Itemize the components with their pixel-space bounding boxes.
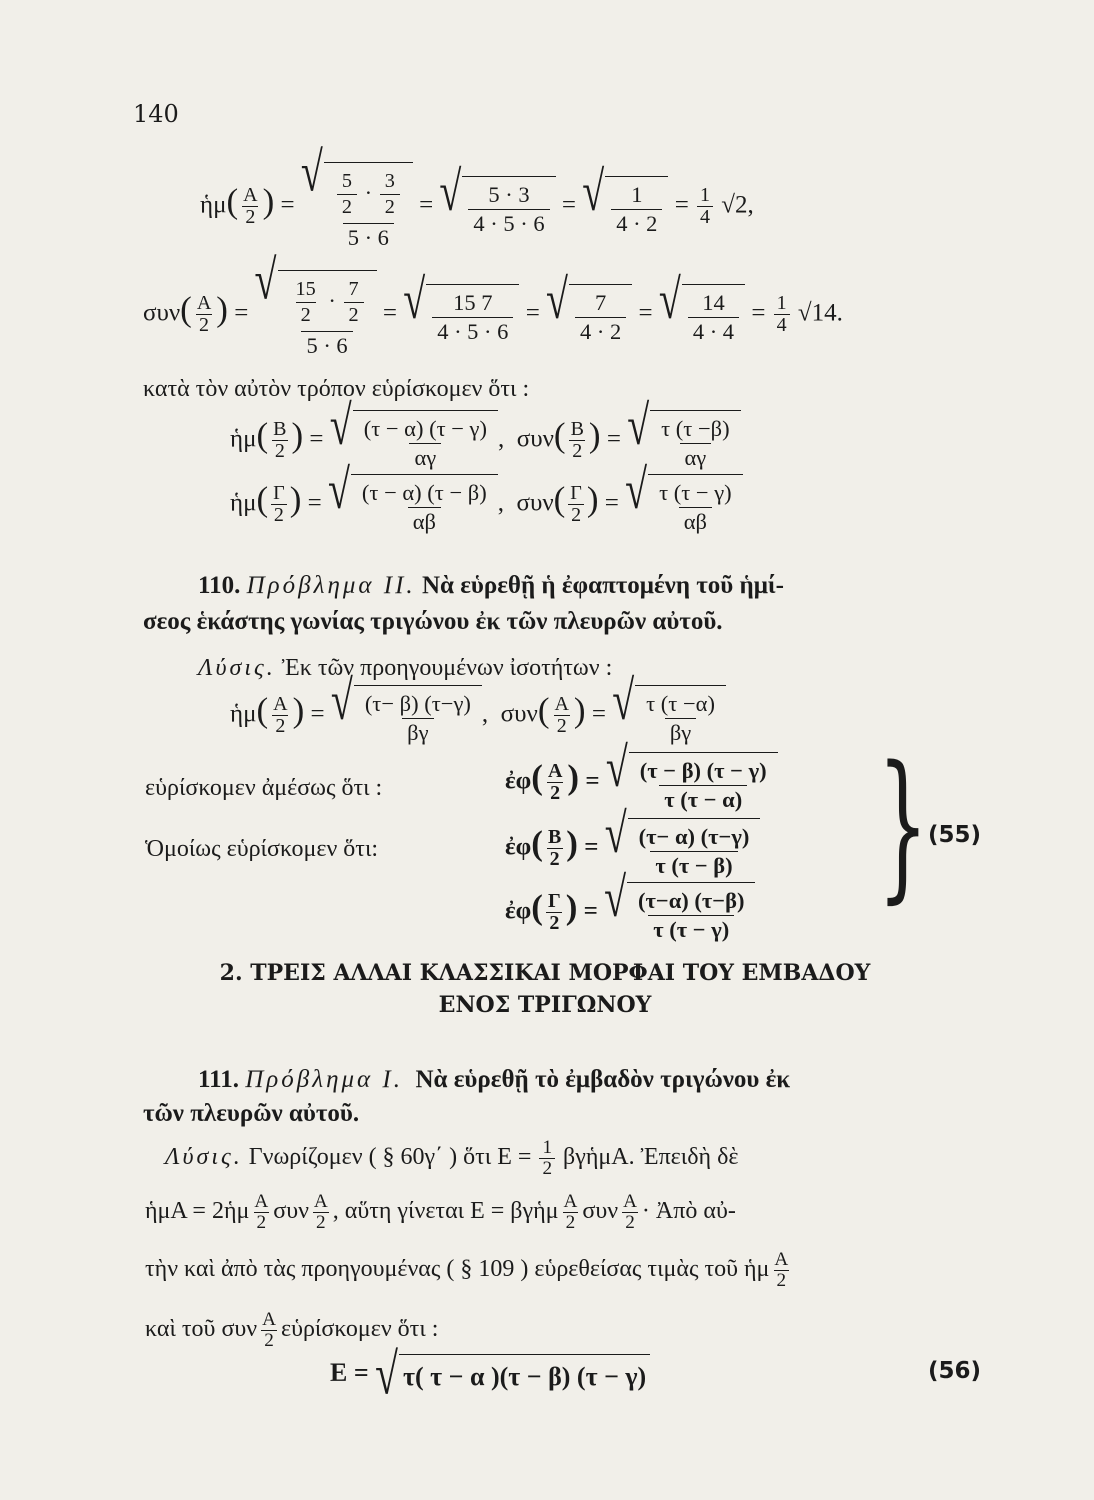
equation-heron-formula: Ε = √ τ( τ − α )(τ − β) (τ − γ) <box>330 1354 650 1396</box>
page-number: 140 <box>133 100 179 128</box>
section-heading-line2: ΕΝΟΣ ΤΡΙΓΩΝΟΥ <box>438 992 652 1018</box>
text-similarly: Ὁμοίως εὑρίσκομεν ὅτι: <box>145 836 379 862</box>
problem-111-solution-line4: καὶ τοῦ συν $\frac{A}{2}$ εὑρίσκομεν ὅτι : <box>145 1309 439 1352</box>
text-same-way: κατὰ τὸν αὐτὸν τρόπον εὑρίσκομεν ὅτι : <box>143 376 530 402</box>
problem-111-title-line1: 111. Πρόβλημα Ι. Νὰ εὑρεθῇ τὸ ἐμβαδὸν τριγώνου ἐκ <box>198 1066 791 1093</box>
equation-sin-half-a: ἡμ( $\frac{A}{2}$ ) = √ $\frac{5}{2}$ · $\frac{3}{2}$ 5 · 6 = √ $\frac{5 \cdot 3}{4 \cdot 5 \cdot 6}$ = √ $\frac{1}{4 \cdot 2}$ = $\frac{1}{4}$ √2, <box>200 139 754 250</box>
equation-number-55: (55) <box>928 822 982 848</box>
problem-110-solution-intro: Λύσις. Ἐκ τῶν προηγουμένων ἰσοτήτων : <box>198 655 613 681</box>
section-heading-line1: 2. ΤΡΕΙΣ ΑΛΛΑΙ ΚΛΑΣΣΙΚΑΙ ΜΟΡΦΑΙ ΤΟΥ ΕΜΒΑΔΟΥ <box>219 960 871 986</box>
equation-tan-half-gamma: ἐφ( $\frac{\Gamma}{2}$ ) = √ $\frac{(\tau-\alpha) (\tau-\beta)}{\tau (\tau - \gamma)}$ <box>505 882 755 943</box>
equation-tan-half-a: ἐφ( $\frac{A}{2}$ ) = √ $\frac{(\tau - \beta) (\tau - \gamma)}{\tau (\tau - \alpha)}$ <box>505 752 778 813</box>
right-brace: } <box>877 731 929 918</box>
equation-half-b: ἡμ( $\frac{B}{2}$ ) = √ $\frac{(\tau - \alpha) (\tau - \gamma)}{\alpha\gamma}$ , συν( $\frac{B}{2}$ ) = √ $\frac{\tau (\tau -\beta)}{\alpha\gamma}$ <box>230 410 741 471</box>
problem-110-title-line1: 110. Πρόβλημα ΙΙ. Νὰ εὑρεθῇ ἡ ἐφαπτομένη τοῦ ἡμί- <box>198 572 784 599</box>
problem-111-solution-line3: τὴν καὶ ἀπὸ τὰς προηγουμένας ( § 109 ) εὑρεθείσας τιμὰς τοῦ ἡμ $\frac{A}{2}$ <box>145 1249 789 1292</box>
equation-tan-half-b: ἐφ( $\frac{B}{2}$ ) = √ $\frac{(\tau- \alpha) (\tau-\gamma)}{\tau (\tau - \beta)}$ <box>505 818 760 879</box>
equation-half-gamma: ἡμ( $\frac{\Gamma}{2}$ ) = √ $\frac{(\tau - \alpha) (\tau - \beta)}{\alpha\beta}$ , συν( $\frac{\Gamma}{2}$ ) = √ $\frac{\tau (\tau - \gamma)}{\alpha\beta}$ <box>230 474 743 535</box>
problem-111-solution-line2: ἡμΑ = 2ἡμ $\frac{A}{2}$ συν $\frac{A}{2}$ , αὕτη γίνεται Ε = βγἡμ $\frac{A}{2}$ συν $\frac{A}{2}$ · Ἀπὸ αὐ- <box>145 1191 736 1234</box>
problem-111-solution-line1: Λύσις. Γνωρίζομεν ( § 60γ΄ ) ὅτι Ε = $\frac{1}{2}$ βγἡμΑ. Ἐπειδὴ δὲ <box>165 1137 739 1180</box>
equation-half-a-general: ἡμ( $\frac{A}{2}$ ) = √ $\frac{(\tau- \beta) (\tau-\gamma)}{\beta\gamma}$ , συν( $\frac{A}{2}$ ) = √ $\frac{\tau (\tau -\alpha)}{\beta\gamma}$ <box>230 685 726 746</box>
equation-number-56: (56) <box>928 1358 982 1384</box>
problem-111-title-line2: τῶν πλευρῶν αὐτοῦ. <box>143 1100 360 1127</box>
problem-110-title-line2: σεος ἑκάστης γωνίας τριγώνου ἐκ τῶν πλευρῶν αὐτοῦ. <box>143 608 723 635</box>
equation-cos-half-a: συν( $\frac{A}{2}$ ) = √ $\frac{15}{2}$ · $\frac{7}{2}$ 5 · 6 = √ $\frac{15 7}{4 \cdot 5 \cdot 6}$ = √ $\frac{7}{4 \cdot 2}$ = √ $\frac{14}{4 \cdot 4}$ = $\frac{1}{4}$ √14. <box>143 247 843 358</box>
text-find-directly: εὑρίσκομεν ἀμέσως ὅτι : <box>145 775 383 801</box>
